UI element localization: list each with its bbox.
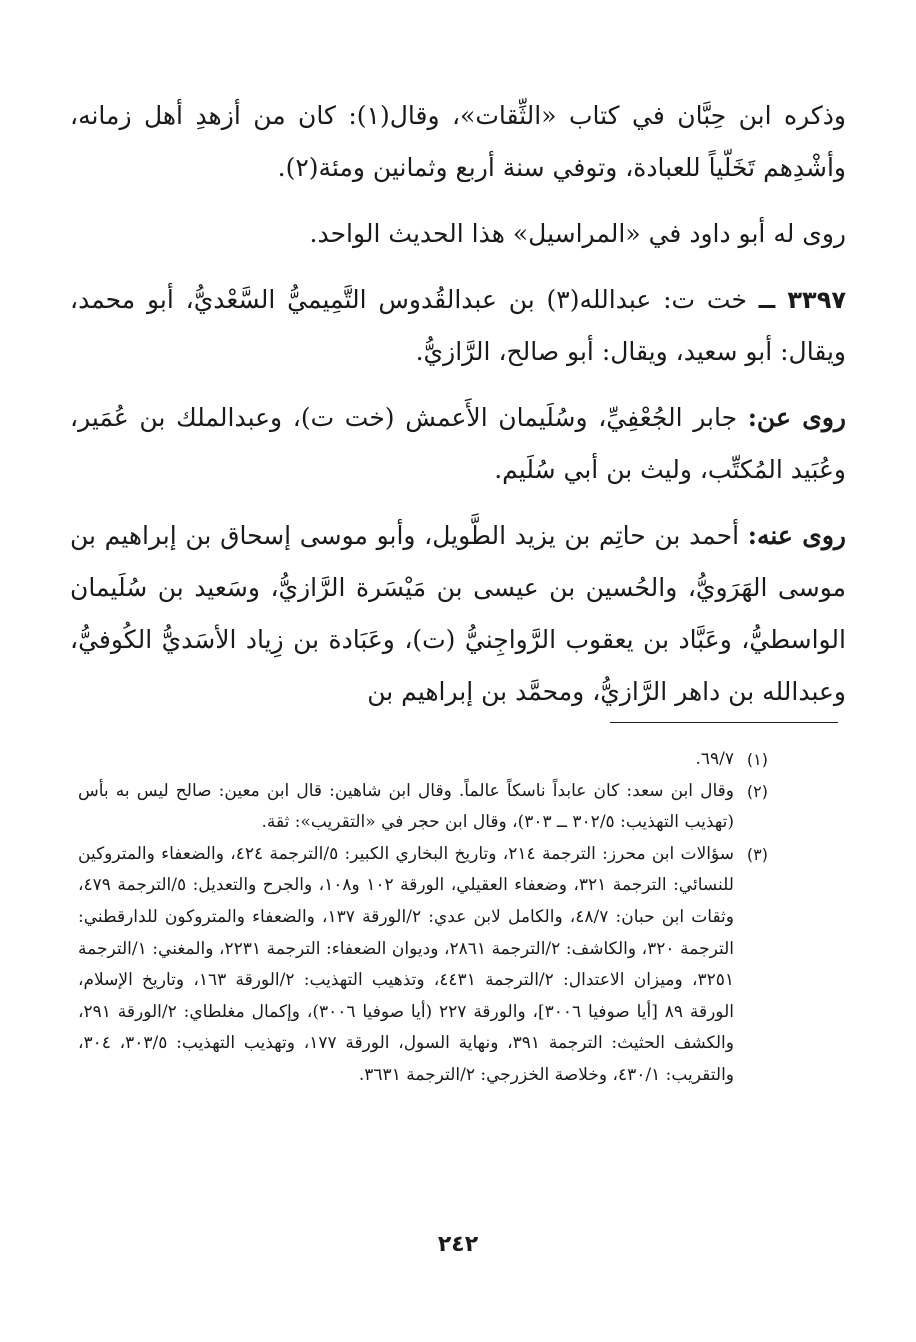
narrated-from-text: جابر الجُعْفِيِّ، وسُلَيمان الأَعمش (خت ت)، وعبدالملك بن عُمَير، وعُبَيد المُكتِّب، وليث بن أبي سُلَيم.	[70, 403, 846, 484]
footnote-1	[78, 744, 768, 776]
footnotes	[78, 744, 768, 1092]
footnote-3	[78, 839, 768, 1092]
biography-entry-header	[70, 274, 846, 378]
narrated-from-label: روى عن:	[747, 403, 847, 432]
paragraph-abu-dawud: روى له أبو داود في «المراسيل» هذا الحديث الواحد.	[309, 219, 846, 248]
footnote-text: سؤالات ابن محرز: الترجمة ٢١٤، وتاريخ البخاري الكبير: ٥/الترجمة ٤٢٤، والضعفاء والمتروكين للنسائي: الترجمة ٣٢١، وضعفاء العقيلي، الورقة ١٠٢ و١٠٨، والجرح والتعديل: ٥/الترجمة ٤٧٩، وثقات ابن حبان: ٤٨/٧، والكامل لابن عدي: ٢/الورقة ١٣٧، والضعفاء والمتروكون للدارقطني: الترجمة ٣٢٠، والكاشف: ٢/الترجمة ٢٨٦١، وديوان الضعفاء: الترجمة ٢٢٣١، والمغني: ١/الترجمة ٣٢٥١، وميزان الاعتدال: ٢/الترجمة ٤٤٣١، وتذهيب التهذيب: ٢/الورقة ١٦٣، وتاريخ الإسلام، الورقة ٨٩ [أيا صوفيا ٣٠٠٦]، والورقة ٢٢٧ (أيا صوفيا ٣٠٠٦)، وإكمال مغلطاي: ٢/الورقة ٢٩١، والكشف الحثيث: الترجمة ٣٩١، ونهاية السول، الورقة ١٧٧، وتهذيب التهذيب: ٣٠٣/٥، ٣٠٤، والتقريب: ٤٣٠/١، وخلاصة الخزرجي: ٢/الترجمة ٣٦٣١.	[78, 843, 735, 1085]
footnote-2	[78, 776, 768, 839]
footnote-number: (١)	[746, 750, 768, 769]
main-text	[70, 90, 846, 718]
entry-name: خت ت: عبدالله(٣) بن عبدالقُدوس التَّمِيميُّ السَّعْديُّ، أبو محمد، ويقال: أبو سعيد، ويقال: أبو صالح، الرَّازيُّ.	[70, 285, 846, 366]
narrated-by-label: روى عنه:	[747, 521, 847, 550]
footnote-number: (٢)	[746, 781, 768, 801]
narrated-by-text: أحمد بن حاتِم بن يزيد الطَّويل، وأبو موسى إسحاق بن إبراهيم بن موسى الهَرَويُّ، والحُسين بن عيسى بن مَيْسَرة الرَّازيُّ، وسَعيد بن سُلَيمان الواسطيُّ، وعَبَّاد بن يعقوب الرَّواجِنيُّ (ت)، وعَبَادة بن زِياد الأسَديُّ الكُوفيُّ، وعبدالله بن داهر الرَّازيُّ، ومحمَّد بن إبراهيم بن	[70, 521, 846, 706]
footnote-separator	[610, 722, 838, 723]
page-number: ٢٤٢	[437, 1232, 479, 1257]
footnote-text: وقال ابن سعد: كان عابداً ناسكاً عالماً. وقال ابن شاهين: قال ابن معين: صالح ليس به بأس (تهذيب التهذيب: ٣٠٢/٥ ــ ٣٠٣)، وقال ابن حجر في «التقريب»: ثقة.	[78, 780, 734, 833]
footnote-number: (٣)	[746, 844, 768, 864]
paragraph-ibn-hibban: وذكره ابن حِبَّان في كتاب «الثِّقات»، وقال(١): كان من أزهدِ أهل زمانه، وأشْدِهم تَخَلّياً للعبادة، وتوفي سنة أربع وثمانين ومئة(٢).	[70, 101, 846, 182]
narrated-by-paragraph	[70, 510, 846, 718]
entry-number: ٣٣٩٧ ــ	[758, 286, 846, 314]
footnote-text: ٦٩/٧.	[695, 749, 734, 769]
narrated-from-paragraph	[70, 392, 846, 496]
